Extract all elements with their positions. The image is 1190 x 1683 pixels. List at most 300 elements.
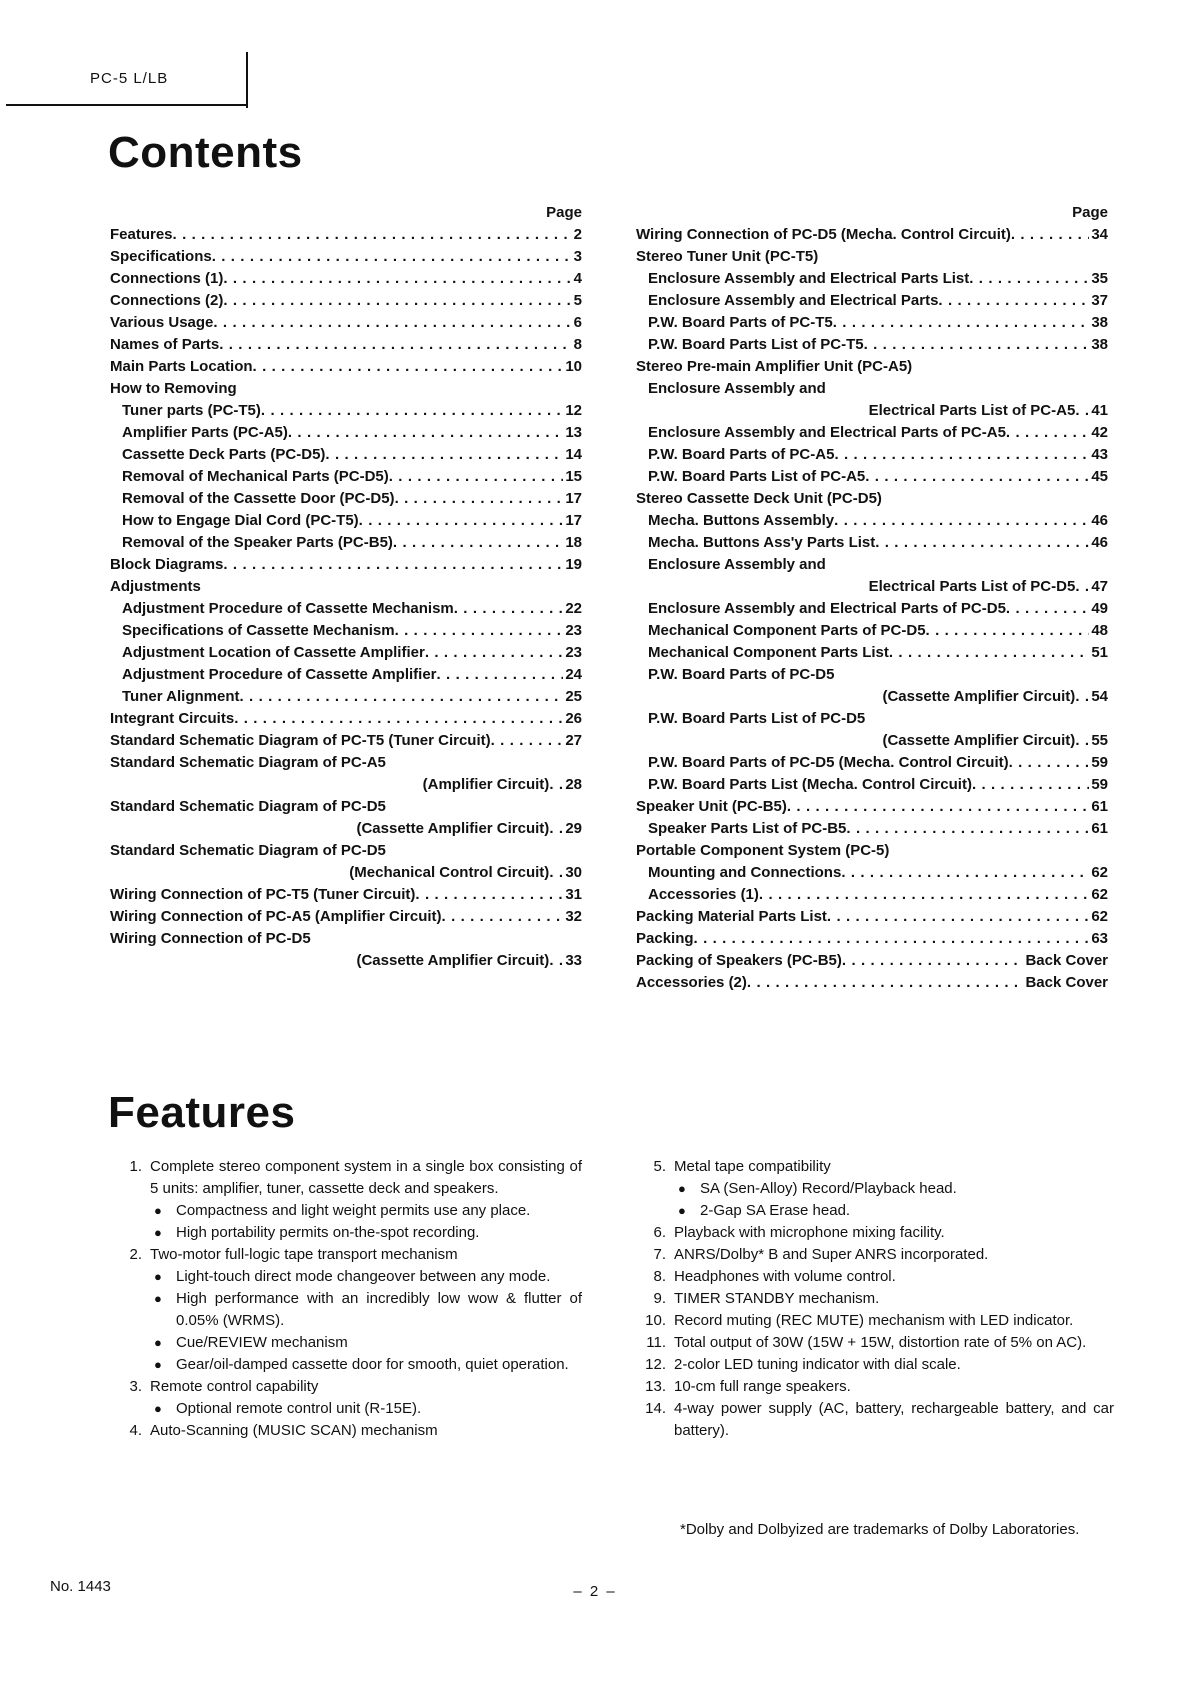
toc-entry [110, 444, 582, 466]
feature-text: 2-color LED tuning indicator with dial scale. [674, 1356, 961, 1373]
feature-text: Complete stereo component system in a single box consisting of 5 units: amplifier, tuner, cassette deck and speakers. [150, 1158, 582, 1197]
toc-entry [636, 554, 1108, 576]
toc-entry-page: 4 [573, 270, 582, 287]
toc-entry-title: Accessories (2) [636, 974, 747, 991]
toc-leader-dots [1075, 400, 1089, 422]
toc-leader-dots [454, 598, 564, 620]
toc-entry [110, 532, 582, 554]
toc-entry-page: 26 [565, 710, 582, 727]
header-divider-vertical [246, 52, 248, 108]
feature-text: ANRS/Dolby* B and Super ANRS incorporated. [674, 1246, 989, 1263]
toc-entry-page: 31 [565, 886, 582, 903]
toc-entry [110, 356, 582, 378]
feature-number: 1. [129, 1158, 142, 1175]
toc-entry [636, 356, 1108, 378]
toc-entry-page: 23 [565, 644, 582, 661]
toc-entry-page: 34 [1091, 226, 1108, 243]
feature-bullet [674, 1200, 1114, 1222]
contents-title: Contents [108, 128, 303, 177]
toc-entry-page: 35 [1091, 270, 1108, 287]
toc-entry-page: 62 [1091, 864, 1108, 881]
toc-leader-dots [864, 334, 1090, 356]
toc-entry-page: 55 [1091, 732, 1108, 749]
toc-entry-title: Stereo Pre-main Amplifier Unit (PC-A5) [636, 358, 913, 375]
toc-leader-dots [969, 268, 1089, 290]
toc-entry-title: Mechanical Component Parts of PC-D5 [648, 622, 926, 639]
toc-leader-dots [846, 818, 1089, 840]
feature-bullet [150, 1200, 582, 1222]
toc-entry-title: Connections (2) [110, 292, 224, 309]
toc-entry [110, 268, 582, 290]
toc-leader-dots [549, 862, 563, 884]
toc-leader-dots [212, 246, 572, 268]
toc-leader-dots [747, 972, 1024, 994]
toc-leader-dots [1011, 224, 1089, 246]
toc-leader-dots [261, 400, 563, 422]
toc-entry-page: 14 [565, 446, 582, 463]
feature-text: Total output of 30W (15W + 15W, distortion rate of 5% on AC). [674, 1334, 1087, 1351]
bullet-dot-icon: ● [154, 1225, 162, 1240]
toc-leader-dots [234, 708, 563, 730]
toc-entry-title: Connections (1) [110, 270, 224, 287]
bullet-dot-icon: ● [154, 1357, 162, 1372]
toc-entry-page: 38 [1091, 336, 1108, 353]
toc-entry-title: Tuner parts (PC-T5) [122, 402, 261, 419]
feature-number: 10. [645, 1312, 666, 1329]
toc-leader-dots [253, 356, 564, 378]
toc-entry [636, 884, 1108, 906]
toc-entry [110, 598, 582, 620]
toc-entry-title: Specifications of Cassette Mechanism [122, 622, 395, 639]
toc-entry [110, 400, 582, 422]
feature-text: 4-way power supply (AC, battery, rechargeable battery, and car battery). [674, 1400, 1114, 1439]
toc-entry [636, 774, 1108, 796]
toc-entry [110, 774, 582, 796]
toc-leader-dots [834, 510, 1089, 532]
feature-item [636, 1266, 1114, 1288]
feature-text: 10-cm full range speakers. [674, 1378, 851, 1395]
toc-entry-page: 32 [565, 908, 582, 925]
document-number: No. 1443 [50, 1578, 111, 1595]
toc-entry [110, 642, 582, 664]
toc-entry [110, 246, 582, 268]
feature-bullet-text: High portability permits on-the-spot recording. [176, 1224, 480, 1241]
toc-entry-title: (Mechanical Control Circuit) [349, 864, 550, 881]
toc-entry-page: 2 [573, 226, 582, 243]
toc-entry [636, 950, 1108, 972]
feature-item [636, 1156, 1114, 1178]
toc-entry-title: How to Removing [110, 380, 237, 397]
features-right-column [636, 1156, 1114, 1442]
feature-number: 13. [645, 1378, 666, 1395]
toc-leader-dots [491, 730, 564, 752]
toc-entry-title: Mecha. Buttons Ass'y Parts List [648, 534, 876, 551]
toc-entry-title: Removal of Mechanical Parts (PC-D5) [122, 468, 389, 485]
toc-right-column [636, 202, 1108, 994]
toc-entry-title: Packing of Speakers (PC-B5) [636, 952, 842, 969]
toc-entry-title: Adjustment Procedure of Cassette Amplifier [122, 666, 437, 683]
toc-entry-title: Portable Component System (PC-5) [636, 842, 890, 859]
toc-entry [636, 840, 1108, 862]
toc-leader-dots [219, 334, 571, 356]
toc-entry-title: Cassette Deck Parts (PC-D5) [122, 446, 326, 463]
toc-entry-title: Packing Material Parts List [636, 908, 827, 925]
feature-number: 11. [646, 1334, 666, 1351]
toc-entry-title: Removal of the Cassette Door (PC-D5) [122, 490, 395, 507]
toc-entry-title: P.W. Board Parts List of PC-T5 [648, 336, 864, 353]
bullet-dot-icon: ● [678, 1181, 686, 1196]
toc-entry [110, 664, 582, 686]
toc-entry-title: Speaker Unit (PC-B5) [636, 798, 787, 815]
toc-entry [636, 532, 1108, 554]
toc-leader-dots [1075, 730, 1089, 752]
toc-leader-dots [223, 554, 563, 576]
feature-bullet [150, 1354, 582, 1376]
toc-entry [636, 224, 1108, 246]
feature-item [636, 1222, 1114, 1244]
toc-entry-title: Wiring Connection of PC-A5 (Amplifier Circuit) [110, 908, 442, 925]
feature-number: 7. [653, 1246, 666, 1263]
toc-leader-dots [938, 290, 1089, 312]
toc-leader-dots [395, 488, 564, 510]
toc-entry-title: Various Usage [110, 314, 214, 331]
toc-entry-title: Enclosure Assembly and [648, 556, 826, 573]
feature-bullet-text: Optional remote control unit (R-15E). [176, 1400, 422, 1417]
toc-entry-page: 59 [1091, 754, 1108, 771]
toc-entry-title: Specifications [110, 248, 212, 265]
toc-entry-title: P.W. Board Parts of PC-A5 [648, 446, 835, 463]
feature-bullet [150, 1398, 582, 1420]
toc-leader-dots [1006, 598, 1089, 620]
toc-entry-page: 24 [565, 666, 582, 683]
toc-leader-dots [288, 422, 563, 444]
toc-entry [110, 862, 582, 884]
toc-leader-dots [389, 466, 564, 488]
features-left-column [112, 1156, 582, 1442]
features-title: Features [108, 1088, 296, 1137]
toc-entry-title: Removal of the Speaker Parts (PC-B5) [122, 534, 393, 551]
feature-text: Record muting (REC MUTE) mechanism with LED indicator. [674, 1312, 1074, 1329]
toc-leader-dots [827, 906, 1089, 928]
feature-number: 14. [645, 1400, 666, 1417]
toc-entry [636, 730, 1108, 752]
toc-entry-page: 46 [1091, 534, 1108, 551]
toc-entry-title: Amplifier Parts (PC-A5) [122, 424, 288, 441]
toc-entry-title: Mechanical Component Parts List [648, 644, 889, 661]
feature-bullet-text: 2-Gap SA Erase head. [700, 1202, 851, 1219]
toc-leader-dots [833, 312, 1090, 334]
toc-entry [636, 334, 1108, 356]
toc-entry-page: 63 [1091, 930, 1108, 947]
toc-entry [110, 554, 582, 576]
feature-item [636, 1376, 1114, 1398]
toc-leader-dots [841, 862, 1089, 884]
header-divider-horizontal [6, 104, 248, 106]
toc-entry [110, 422, 582, 444]
toc-entry-page: 8 [573, 336, 582, 353]
toc-entry-page: 51 [1091, 644, 1108, 661]
toc-entry-page: 43 [1091, 446, 1108, 463]
bullet-dot-icon: ● [154, 1401, 162, 1416]
toc-entry-page: 27 [565, 732, 582, 749]
toc-entry [636, 906, 1108, 928]
toc-entry-title: Enclosure Assembly and Electrical Parts List [648, 270, 970, 287]
toc-entry-title: Main Parts Location [110, 358, 253, 375]
toc-leader-dots [842, 950, 1024, 972]
feature-item [636, 1244, 1114, 1266]
feature-text: Auto-Scanning (MUSIC SCAN) mechanism [150, 1422, 438, 1439]
toc-entry-page: 33 [565, 952, 582, 969]
toc-entry-title: (Amplifier Circuit) [422, 776, 550, 793]
feature-number: 3. [129, 1378, 142, 1395]
toc-entry-title: Stereo Tuner Unit (PC-T5) [636, 248, 819, 265]
toc-entry-page: 13 [565, 424, 582, 441]
toc-entry-title: Standard Schematic Diagram of PC-T5 (Tuner Circuit) [110, 732, 491, 749]
feature-item [112, 1156, 582, 1200]
toc-entry-title: P.W. Board Parts of PC-D5 (Mecha. Control Circuit) [648, 754, 1009, 771]
feature-number: 4. [129, 1422, 142, 1439]
toc-entry [636, 972, 1108, 994]
feature-bullet [150, 1222, 582, 1244]
toc-entry-title: Block Diagrams [110, 556, 224, 573]
toc-leader-dots [173, 224, 572, 246]
toc-entry-title: Features [110, 226, 173, 243]
feature-item [112, 1376, 582, 1398]
feature-text: Two-motor full-logic tape transport mechanism [150, 1246, 458, 1263]
feature-number: 9. [653, 1290, 666, 1307]
toc-entry-page: 54 [1091, 688, 1108, 705]
toc-entry-page: 61 [1091, 820, 1108, 837]
bullet-dot-icon: ● [154, 1203, 162, 1218]
toc-entry-page: 15 [565, 468, 582, 485]
toc-entry-title: Mecha. Buttons Assembly [648, 512, 835, 529]
feature-item [112, 1420, 582, 1442]
toc-entry-title: (Cassette Amplifier Circuit) [882, 688, 1076, 705]
toc-leader-dots [395, 620, 564, 642]
feature-item [112, 1244, 582, 1266]
toc-entry [110, 906, 582, 928]
feature-number: 8. [653, 1268, 666, 1285]
toc-entry-title: Enclosure Assembly and Electrical Parts [648, 292, 939, 309]
toc-entry [636, 378, 1108, 400]
toc-leader-dots [359, 510, 564, 532]
toc-entry-title: Standard Schematic Diagram of PC-D5 [110, 798, 386, 815]
toc-entry-title: Speaker Parts List of PC-B5 [648, 820, 847, 837]
toc-entry [110, 466, 582, 488]
toc-leader-dots [442, 906, 564, 928]
toc-entry-page: 49 [1091, 600, 1108, 617]
toc-entry-title: Adjustment Location of Cassette Amplifier [122, 644, 425, 661]
toc-page-header: Page [1072, 204, 1108, 221]
toc-entry-page: 25 [565, 688, 582, 705]
toc-entry [110, 510, 582, 532]
toc-entry-page: 17 [565, 512, 582, 529]
toc-entry [636, 488, 1108, 510]
feature-text: TIMER STANDBY mechanism. [674, 1290, 880, 1307]
toc-leader-dots [1006, 422, 1089, 444]
toc-leader-dots [437, 664, 564, 686]
toc-entry-page: Back Cover [1025, 952, 1108, 969]
toc-leader-dots [865, 466, 1089, 488]
toc-entry-title: Accessories (1) [648, 886, 759, 903]
toc-entry-page: 62 [1091, 908, 1108, 925]
toc-leader-dots [834, 444, 1089, 466]
toc-entry-page: 30 [565, 864, 582, 881]
toc-entry [636, 796, 1108, 818]
toc-leader-dots [972, 774, 1089, 796]
toc-entry [636, 620, 1108, 642]
feature-number: 2. [129, 1246, 142, 1263]
toc-entry [636, 510, 1108, 532]
feature-item [636, 1310, 1114, 1332]
toc-leader-dots [694, 928, 1090, 950]
toc-entry [110, 818, 582, 840]
toc-entry [636, 268, 1108, 290]
toc-entry [110, 840, 582, 862]
toc-entry-title: Names of Parts [110, 336, 220, 353]
toc-entry-title: Mounting and Connections [648, 864, 842, 881]
toc-entry [110, 378, 582, 400]
toc-entry-title: P.W. Board Parts List (Mecha. Control Circuit) [648, 776, 972, 793]
toc-entry [636, 290, 1108, 312]
toc-entry-title: Enclosure Assembly and [648, 380, 826, 397]
toc-leader-dots [549, 774, 563, 796]
toc-entry [110, 576, 582, 598]
toc-entry [110, 686, 582, 708]
toc-entry-title: Enclosure Assembly and Electrical Parts of PC-A5 [648, 424, 1006, 441]
toc-entry-page: 38 [1091, 314, 1108, 331]
toc-entry-title: Wiring Connection of PC-D5 [110, 930, 311, 947]
toc-entry-page: 10 [565, 358, 582, 375]
toc-leader-dots [240, 686, 564, 708]
toc-entry-page: 28 [565, 776, 582, 793]
toc-leader-dots [213, 312, 571, 334]
toc-entry-title: (Cassette Amplifier Circuit) [356, 820, 550, 837]
toc-entry [110, 290, 582, 312]
feature-bullet [150, 1288, 582, 1332]
toc-leader-dots [875, 532, 1089, 554]
toc-entry [636, 444, 1108, 466]
feature-bullet-text: SA (Sen-Alloy) Record/Playback head. [700, 1180, 957, 1197]
toc-leader-dots [393, 532, 563, 554]
toc-entry [110, 796, 582, 818]
model-tag: PC-5 L/LB [90, 70, 169, 87]
toc-entry-title: Integrant Circuits [110, 710, 235, 727]
feature-number: 12. [645, 1356, 666, 1373]
toc-entry-page: 47 [1091, 578, 1108, 595]
toc-leader-dots [759, 884, 1089, 906]
feature-bullet [150, 1266, 582, 1288]
toc-entry-title: Tuner Alignment [122, 688, 240, 705]
toc-entry-title: Electrical Parts List of PC-D5 [868, 578, 1076, 595]
feature-item [636, 1398, 1114, 1442]
bullet-dot-icon: ● [154, 1269, 162, 1284]
toc-leader-dots [787, 796, 1089, 818]
toc-leader-dots [223, 290, 571, 312]
toc-entry-title: P.W. Board Parts List of PC-D5 [648, 710, 866, 727]
toc-entry-page: 48 [1091, 622, 1108, 639]
toc-leader-dots [549, 818, 563, 840]
toc-entry [110, 334, 582, 356]
toc-entry-title: Electrical Parts List of PC-A5 [868, 402, 1076, 419]
toc-entry [636, 928, 1108, 950]
toc-entry [636, 576, 1108, 598]
toc-page-header: Page [546, 204, 582, 221]
feature-text: Headphones with volume control. [674, 1268, 896, 1285]
toc-entry [110, 884, 582, 906]
toc-entry [636, 752, 1108, 774]
toc-entry-page: 23 [565, 622, 582, 639]
feature-bullet-text: High performance with an incredibly low wow & flutter of 0.05% (WRMS). [176, 1290, 582, 1329]
bullet-dot-icon: ● [154, 1291, 162, 1306]
toc-leader-dots [425, 642, 564, 664]
toc-entry [110, 950, 582, 972]
toc-entry [636, 708, 1108, 730]
feature-bullet-text: Compactness and light weight permits use any place. [176, 1202, 531, 1219]
toc-entry-page: 42 [1091, 424, 1108, 441]
toc-entry-page: 12 [565, 402, 582, 419]
toc-leader-dots [415, 884, 563, 906]
toc-entry-title: (Cassette Amplifier Circuit) [882, 732, 1076, 749]
feature-bullet-text: Gear/oil-damped cassette door for smooth, quiet operation. [176, 1356, 569, 1373]
toc-leader-dots [549, 950, 563, 972]
toc-entry [636, 466, 1108, 488]
feature-text: Metal tape compatibility [674, 1158, 831, 1175]
toc-entry-title: Enclosure Assembly and Electrical Parts of PC-D5 [648, 600, 1006, 617]
toc-entry [110, 312, 582, 334]
feature-bullet-text: Cue/REVIEW mechanism [176, 1334, 348, 1351]
toc-entry-title: Standard Schematic Diagram of PC-D5 [110, 842, 386, 859]
feature-item [636, 1354, 1114, 1376]
toc-entry [110, 488, 582, 510]
toc-entry [636, 422, 1108, 444]
toc-entry-page: 61 [1091, 798, 1108, 815]
toc-entry [636, 642, 1108, 664]
toc-entry [110, 708, 582, 730]
toc-entry-title: P.W. Board Parts List of PC-A5 [648, 468, 866, 485]
feature-bullet [150, 1332, 582, 1354]
toc-leader-dots [223, 268, 571, 290]
toc-entry-page: 59 [1091, 776, 1108, 793]
toc-leader-dots [926, 620, 1090, 642]
toc-entry [110, 224, 582, 246]
toc-entry-page: 29 [565, 820, 582, 837]
toc-entry [636, 818, 1108, 840]
toc-entry [110, 752, 582, 774]
toc-entry-page: 6 [573, 314, 582, 331]
toc-entry-page: 41 [1091, 402, 1108, 419]
toc-leader-dots [325, 444, 563, 466]
toc-entry-title: Wiring Connection of PC-D5 (Mecha. Control Circuit) [636, 226, 1011, 243]
toc-entry-title: Stereo Cassette Deck Unit (PC-D5) [636, 490, 882, 507]
toc-entry-title: P.W. Board Parts of PC-D5 [648, 666, 835, 683]
toc-leader-dots [1009, 752, 1090, 774]
toc-entry-page: 19 [565, 556, 582, 573]
feature-bullet [674, 1178, 1114, 1200]
toc-entry-page: 37 [1091, 292, 1108, 309]
toc-entry [636, 400, 1108, 422]
toc-entry-page: 45 [1091, 468, 1108, 485]
toc-entry [636, 686, 1108, 708]
toc-entry-title: Adjustments [110, 578, 201, 595]
toc-entry [110, 928, 582, 950]
toc-entry-page: 3 [573, 248, 582, 265]
toc-entry [110, 730, 582, 752]
feature-item [636, 1288, 1114, 1310]
toc-entry-page: 22 [565, 600, 582, 617]
toc-entry [636, 664, 1108, 686]
feature-text: Remote control capability [150, 1378, 319, 1395]
